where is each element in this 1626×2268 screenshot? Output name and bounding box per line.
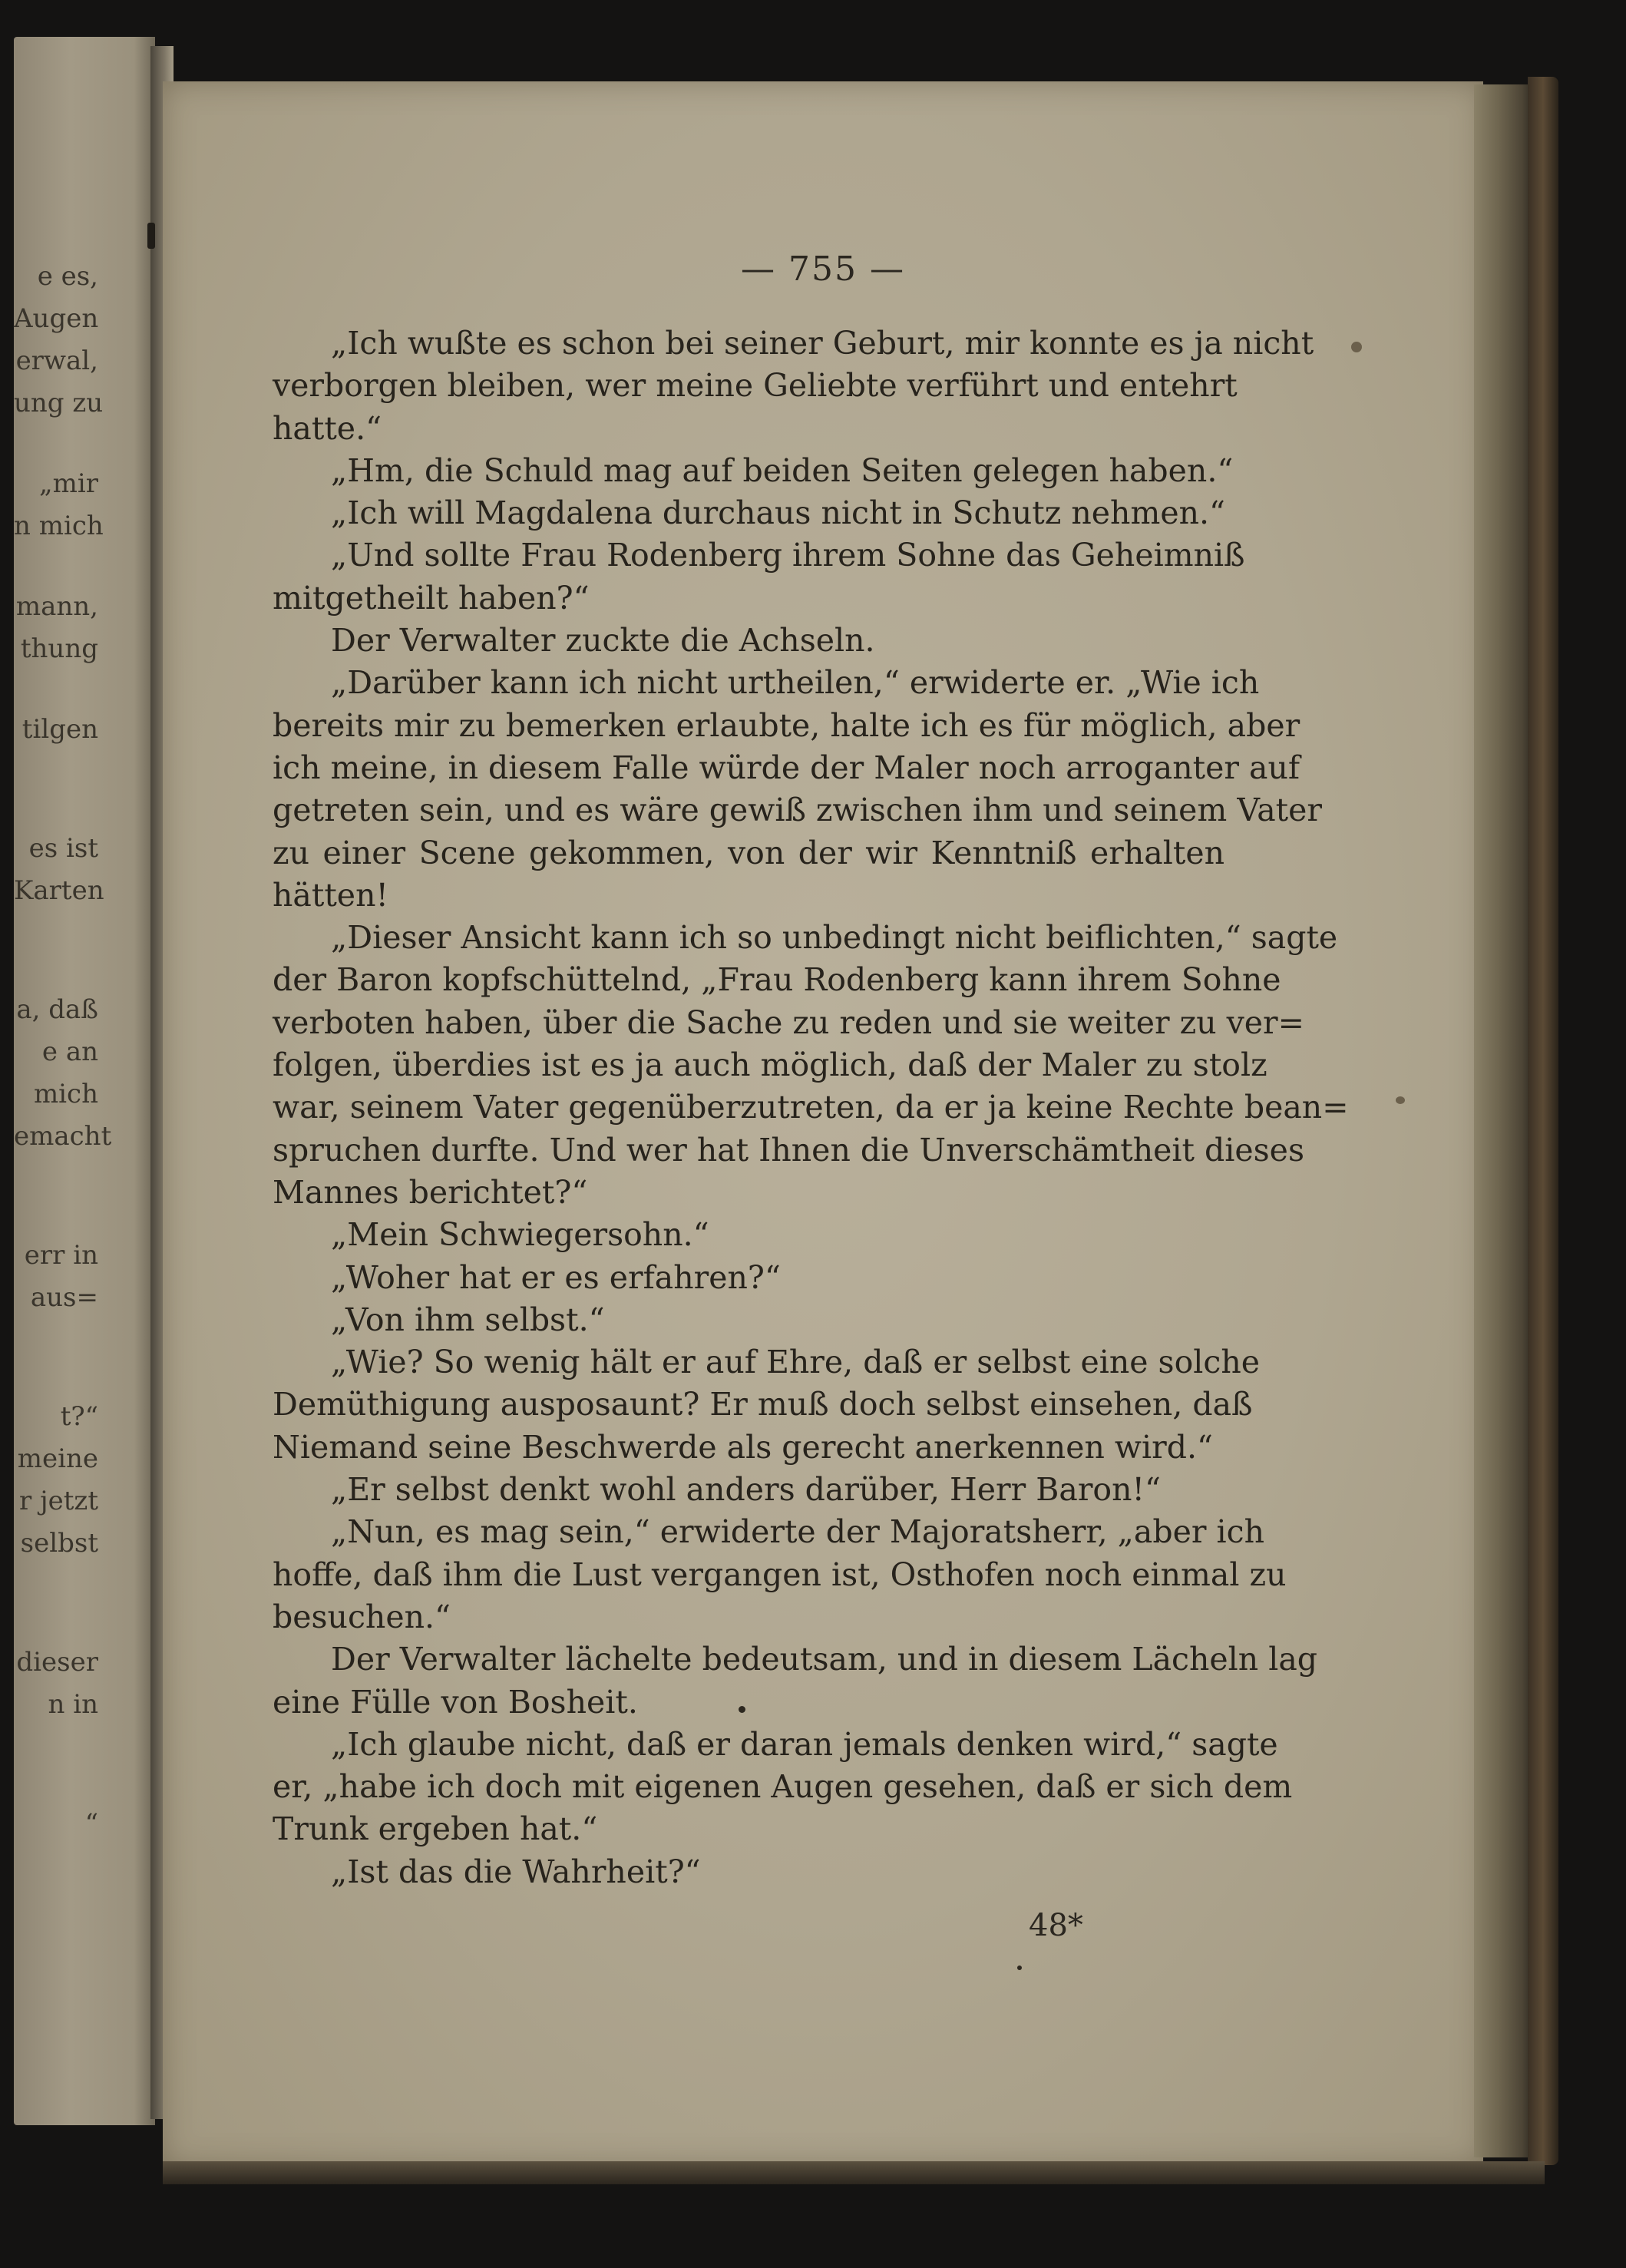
binding-mark (147, 223, 155, 249)
text-line: Der Verwalter zuckte die Achseln. (331, 622, 875, 660)
page-number: — 755 — (741, 250, 905, 289)
text-line: „Und sollte Frau Rodenberg ihrem Sohne das Geheimniß (331, 537, 1245, 574)
text-line: Niemand seine Beschwerde als gerecht anerkennen wird.“ (273, 1428, 1213, 1466)
text-line: hatte.“ (273, 409, 382, 447)
left-page-fragment: e es, (37, 261, 98, 292)
left-page-fragment: mich (33, 1079, 98, 1109)
left-page-fragment: n in (48, 1689, 98, 1720)
text-line: bereits mir zu bemerken erlaubte, halte ich es für möglich, aber (273, 706, 1300, 744)
text-line: war, seinem Vater gegenüberzutreten, da er ja keine Rechte bean= (273, 1089, 1349, 1126)
text-line: „Ich wußte es schon bei seiner Geburt, mir konnte es ja nicht (331, 325, 1314, 362)
text-line: folgen, überdies ist es ja auch möglich, daß der Maler zu stolz (273, 1046, 1267, 1084)
text-line: „Nun, es mag sein,“ erwiderte der Majoratsherr, „aber ich (331, 1513, 1264, 1551)
text-line: verborgen bleiben, wer meine Geliebte verführt und entehrt (273, 367, 1238, 405)
left-facing-page (14, 37, 155, 2125)
left-page-fragment: erwal, (15, 345, 98, 376)
left-page-fragment: dieser (16, 1647, 98, 1678)
left-page-fragment: ung zu (14, 388, 104, 418)
text-line: „Mein Schwiegersohn.“ (331, 1216, 709, 1254)
text-line: verboten haben, über die Sache zu reden und sie weiter zu ver= (273, 1003, 1305, 1041)
text-line: spruchen durfte. Und wer hat Ihnen die Unverschämtheit dieses (273, 1131, 1304, 1169)
text-line: der Baron kopfschüttelnd, „Frau Rodenberg kann ihrem Sohne (273, 961, 1281, 999)
text-line: ich meine, in diesem Falle würde der Maler noch arroganter auf (273, 749, 1300, 786)
text-line: „Ich glaube nicht, daß er daran jemals denken wird,“ sagte (331, 1725, 1278, 1763)
text-line: hätten! (273, 876, 388, 914)
text-line: getreten sein, und es wäre gewiß zwischen ihm und seinem Vater (273, 792, 1322, 829)
text-line: hoffe, daß ihm die Lust vergangen ist, Osthofen noch einmal zu (273, 1556, 1287, 1593)
paper-speck (1351, 342, 1362, 352)
page-block-edge (1474, 84, 1534, 2157)
book-cover-edge (1528, 77, 1558, 2165)
text-line: zu einer Scene gekommen, von der wir Kenntniß erhalten (273, 834, 1224, 871)
text-line: „Woher hat er es erfahren?“ (331, 1258, 781, 1296)
text-line: „Hm, die Schuld mag auf beiden Seiten gelegen haben.“ (331, 451, 1234, 489)
left-page-fragment: „mir (39, 468, 98, 499)
left-page-fragment: es ist (28, 833, 98, 864)
signature-mark: 48* (1029, 1908, 1083, 1943)
text-line: Mannes berichtet?“ (273, 1173, 588, 1211)
left-page-fragment: Karten (14, 875, 104, 906)
left-page-fragment: mann, (15, 591, 98, 622)
text-line: eine Fülle von Bosheit. (273, 1683, 638, 1721)
left-page-fragment: “ (84, 1808, 98, 1839)
left-page-fragment: thung (20, 633, 98, 664)
text-line: „Darüber kann ich nicht urtheilen,“ erwiderte er. „Wie ich (331, 664, 1260, 702)
left-page-fragment: emacht (14, 1121, 112, 1152)
text-line: „Ich will Magdalena durchaus nicht in Schutz nehmen.“ (331, 494, 1225, 532)
left-page-fragment: Augen (14, 303, 99, 334)
text-line: „Wie? So wenig hält er auf Ehre, daß er selbst eine solche (331, 1344, 1261, 1381)
text-line: Trunk ergeben hat.“ (273, 1810, 598, 1848)
paper-speck (1396, 1096, 1405, 1104)
text-line: mitgetheilt haben?“ (273, 579, 590, 617)
left-page-fragment: t?“ (60, 1401, 98, 1432)
left-page-fragment: r jetzt (19, 1486, 98, 1516)
text-line: Demüthigung ausposaunt? Er muß doch selbst einsehen, daß (273, 1386, 1253, 1423)
left-page-fragment: err in (24, 1240, 98, 1271)
left-page-fragment: tilgen (21, 714, 98, 745)
text-line: besuchen.“ (273, 1598, 451, 1635)
text-line: er, „habe ich doch mit eigenen Augen gesehen, daß er sich dem (273, 1768, 1293, 1806)
left-page-fragment: a, daß (16, 994, 98, 1025)
text-line: „Dieser Ansicht kann ich so unbedingt nicht beiflichten,“ sagte (331, 919, 1338, 957)
body-text (273, 322, 1349, 1893)
text-line: „Ist das die Wahrheit?“ (331, 1853, 701, 1890)
paper-speck (1017, 1965, 1022, 1970)
text-line: „Von ihm selbst.“ (331, 1301, 605, 1338)
left-page-fragment: e an (41, 1036, 98, 1067)
left-page-fragment: aus= (30, 1282, 98, 1313)
text-line: Der Verwalter lächelte bedeutsam, und in diesem Lächeln lag (331, 1641, 1318, 1678)
left-page-fragment: n mich (14, 511, 104, 541)
text-line: „Er selbst denkt wohl anders darüber, Herr Baron!“ (331, 1471, 1161, 1509)
left-page-fragment: meine (17, 1443, 98, 1474)
left-page-fragment: selbst (20, 1528, 98, 1559)
page-bottom-edge (163, 2161, 1545, 2184)
paper-speck (739, 1706, 745, 1713)
